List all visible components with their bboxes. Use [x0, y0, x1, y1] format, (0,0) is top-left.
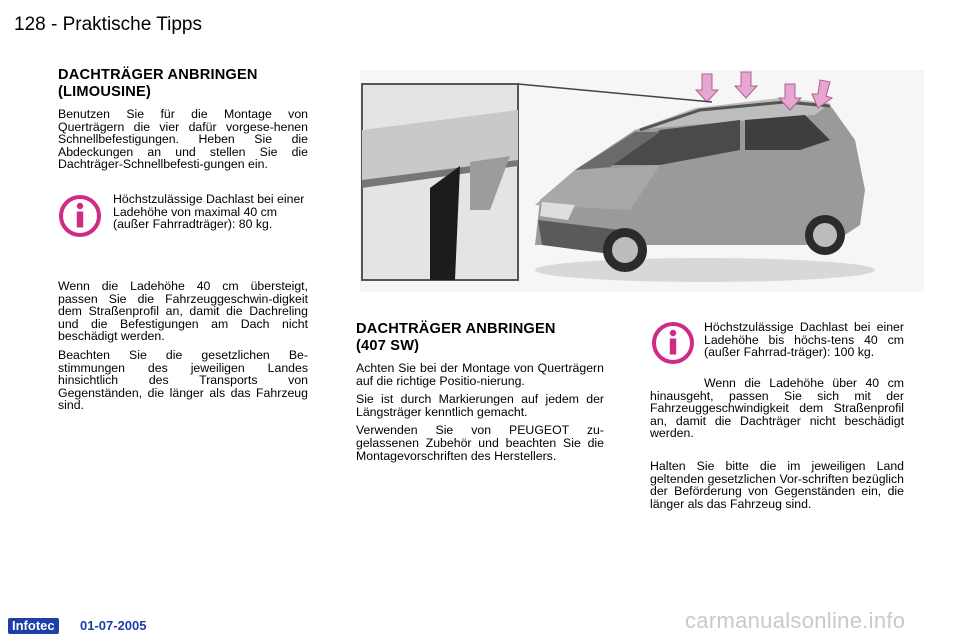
- footer-date: 01-07-2005: [80, 618, 147, 633]
- sw-para1: Achten Sie bei der Montage von Querträgern auf die richtige Positio-nierung.: [356, 361, 604, 388]
- limousine-heading: [58, 67, 308, 101]
- sw-para2: Sie ist durch Markierungen auf jedem der Längsträger kenntlich gemacht.: [356, 392, 604, 419]
- right-para2-box: [650, 460, 904, 516]
- limousine-heading-line2: (LIMOUSINE): [58, 84, 151, 100]
- car-illustration-svg: [360, 70, 924, 292]
- car-roof-rack-illustration: [360, 70, 924, 292]
- limousine-intro: [58, 108, 308, 177]
- watermark-text: carmanualsonline.info: [685, 608, 906, 633]
- header-separator: -: [50, 14, 58, 35]
- right-para1-box: [650, 377, 904, 446]
- limousine-intro-text: Benutzen Sie für die Montage von Querträgern die vier dafür vorgese-henen Schnellbefestigungen. Heben Sie die Abdeckungen an und stellen Sie die Dachträger-Schnellbefesti-gungen ein.: [58, 107, 308, 172]
- limousine-info-text: Höchstzulässige Dachlast bei einer Ladehöhe von maximal 40 cm (außer Fahrradträger): 80 kg.: [113, 192, 305, 232]
- sw-heading-line2: (407 SW): [356, 338, 420, 354]
- footer-brand-logo: Infotec: [8, 618, 59, 634]
- limousine-info-box: [113, 193, 308, 237]
- sw-heading-line1: DACHTRÄGER ANBRINGEN: [356, 321, 556, 337]
- sw-para3: Verwenden Sie von PEUGEOT zu-gelassenen Zubehör und beachten Sie die Montagevorschriften des Herstellers.: [356, 423, 604, 463]
- limousine-heading-line1: DACHTRÄGER ANBRINGEN: [58, 67, 258, 83]
- info-icon: [58, 194, 102, 238]
- sw-info-box: [704, 321, 904, 365]
- page-number: 128: [14, 14, 46, 35]
- sw-body: [356, 362, 604, 468]
- page-header: [14, 14, 202, 36]
- right-para2: Halten Sie bitte die im jeweiligen Land geltenden gesetzlichen Vor-schriften bezüglich der Beförderung von Gegenständen ein, die länger als das Fahrzeug sind.: [650, 459, 904, 511]
- info-icon: [651, 321, 695, 365]
- limousine-para3: Beachten Sie die gesetzlichen Be-stimmungen des jeweiligen Landes hinsichtlich des Transports von Gegenständen, die länger als das Fahrzeug sind.: [58, 347, 308, 413]
- section-title: Praktische Tipps: [62, 14, 202, 35]
- limousine-notes: [58, 280, 308, 418]
- right-para1: Wenn die Ladehöhe über 40 cm hinausgeht, passen Sie sich mit der Fahrzeuggeschwindigkeit dem Straßenprofil an, damit die Dachträger nicht beschädigt werden.: [650, 376, 904, 441]
- sw-heading: [356, 321, 606, 355]
- sw-info-text: Höchstzulässige Dachlast bei einer Ladehöhe bis höchs-tens 40 cm (außer Fahrrad-träger): 100 kg.: [704, 320, 904, 360]
- limousine-para2: Wenn die Ladehöhe 40 cm übersteigt, passen Sie die Fahrzeuggeschwin-digkeit dem Straßenprofil an, damit die Dachreling und die Befestigungen am Dach nicht beschädigt werden.: [58, 279, 308, 344]
